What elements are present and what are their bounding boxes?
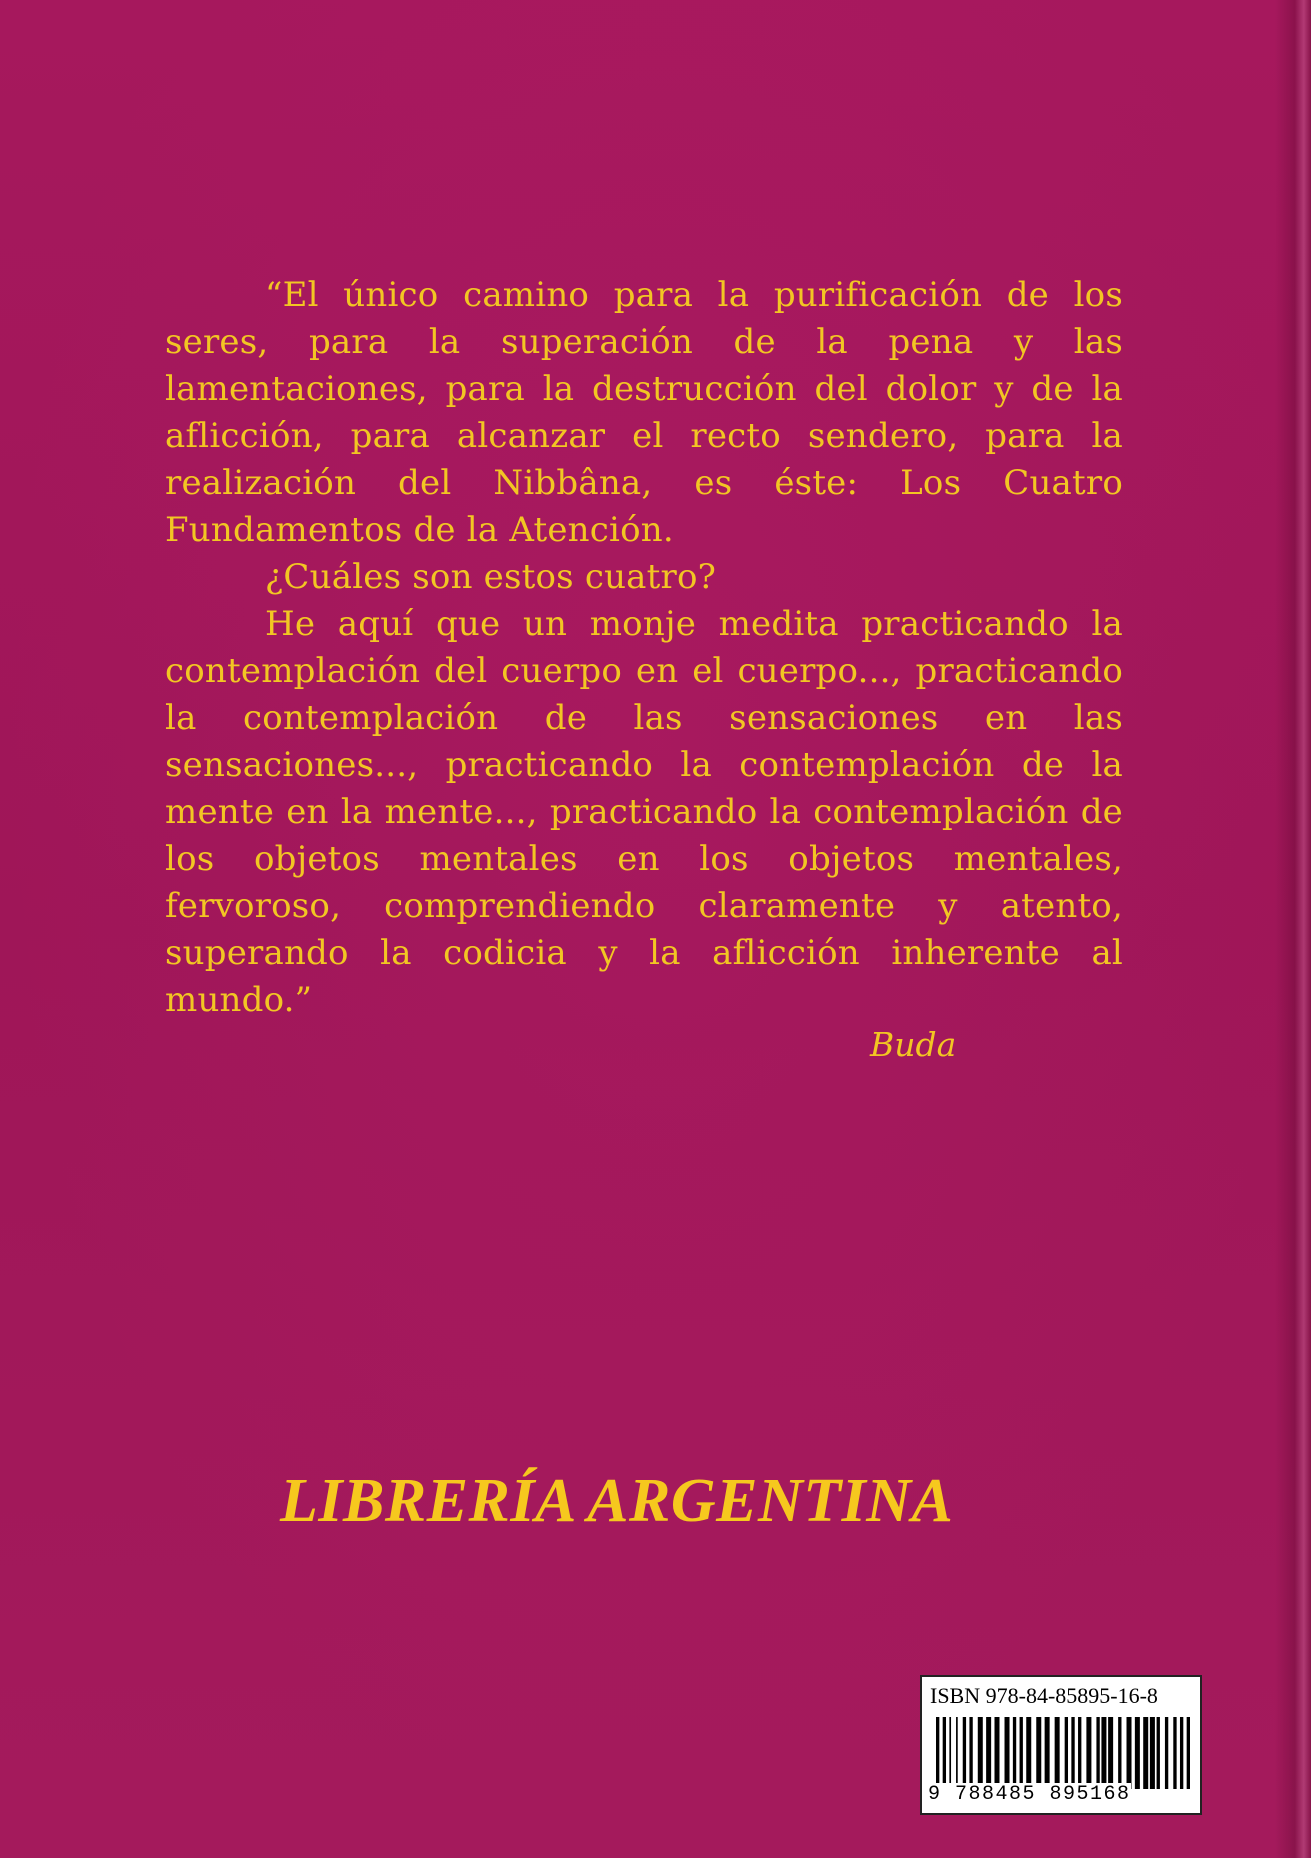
barcode-icon [934, 1717, 1192, 1789]
barcode-bar [969, 1717, 972, 1789]
barcode-bar [1020, 1717, 1023, 1789]
barcode-bar [943, 1717, 946, 1789]
quote-paragraph-3: He aquí que un monje medita practicando la contemplación del cuerpo en el cuerpo..., practicando la contemplación de las sensaciones en las sensaciones..., practicando la contemplación de la mente en la mente..., practicando la contemplación de los objetos mentales en los objetos mentales, fervoroso, comprendiendo claramente y atento, superando la codicia y la aflicción inherente al mundo.” [165, 604, 1123, 1020]
barcode-bar [1173, 1717, 1176, 1789]
barcode-bar [1135, 1717, 1140, 1789]
barcode-bar [1108, 1717, 1113, 1789]
barcode-bar [1065, 1717, 1068, 1789]
publisher-name: LIBRERÍA ARGENTINA [280, 1467, 954, 1535]
barcode-bar [1086, 1717, 1091, 1789]
barcode-bar [1180, 1717, 1183, 1789]
barcode-bar [1150, 1717, 1155, 1789]
barcode-bar [994, 1717, 999, 1789]
barcode-bar [1005, 1717, 1010, 1789]
spine-edge [1275, 0, 1311, 1858]
isbn-number: ISBN 978-84-85895-16-8 [930, 1683, 1158, 1708]
barcode-bar [1045, 1717, 1050, 1789]
barcode-bar [1143, 1717, 1148, 1789]
quote-paragraph-2: ¿Cuáles son estos cuatro? [265, 557, 717, 597]
barcode-bar [1101, 1717, 1106, 1789]
barcode-digits: 9 788485 895168 [928, 1783, 1131, 1806]
barcode-bar [1071, 1717, 1074, 1789]
barcode-bar [1026, 1717, 1031, 1789]
barcode-bar [1078, 1717, 1081, 1789]
barcode-bar [1127, 1717, 1132, 1789]
barcode-bar [1165, 1717, 1168, 1789]
quote-block [165, 272, 1123, 1024]
barcode-bar [1118, 1717, 1121, 1789]
barcode-bar [986, 1717, 991, 1789]
barcode-bar [936, 1717, 939, 1789]
quote-paragraph-1: “El único camino para la purificación de los seres, para la superación de la pena y las lamentaciones, para la destrucción del dolor y de la aflicción, para alcanzar el recto sendero, para la realización del Nibbâna, es éste: Los Cuatro Fundamentos de la Atención. [165, 275, 1123, 550]
barcode-bar [1055, 1717, 1060, 1789]
barcode-bar [1096, 1717, 1099, 1789]
isbn-barcode-label [920, 1675, 1202, 1815]
barcode-bar [1013, 1717, 1016, 1789]
barcode-bar [949, 1717, 951, 1789]
barcode-bar [978, 1717, 983, 1789]
barcode-bar [1157, 1717, 1160, 1789]
barcode-bar [956, 1717, 958, 1789]
barcode-bar [1036, 1717, 1041, 1789]
barcode-bar [1187, 1717, 1190, 1789]
barcode-bar [963, 1717, 966, 1789]
quote-author: Buda [870, 1025, 957, 1064]
